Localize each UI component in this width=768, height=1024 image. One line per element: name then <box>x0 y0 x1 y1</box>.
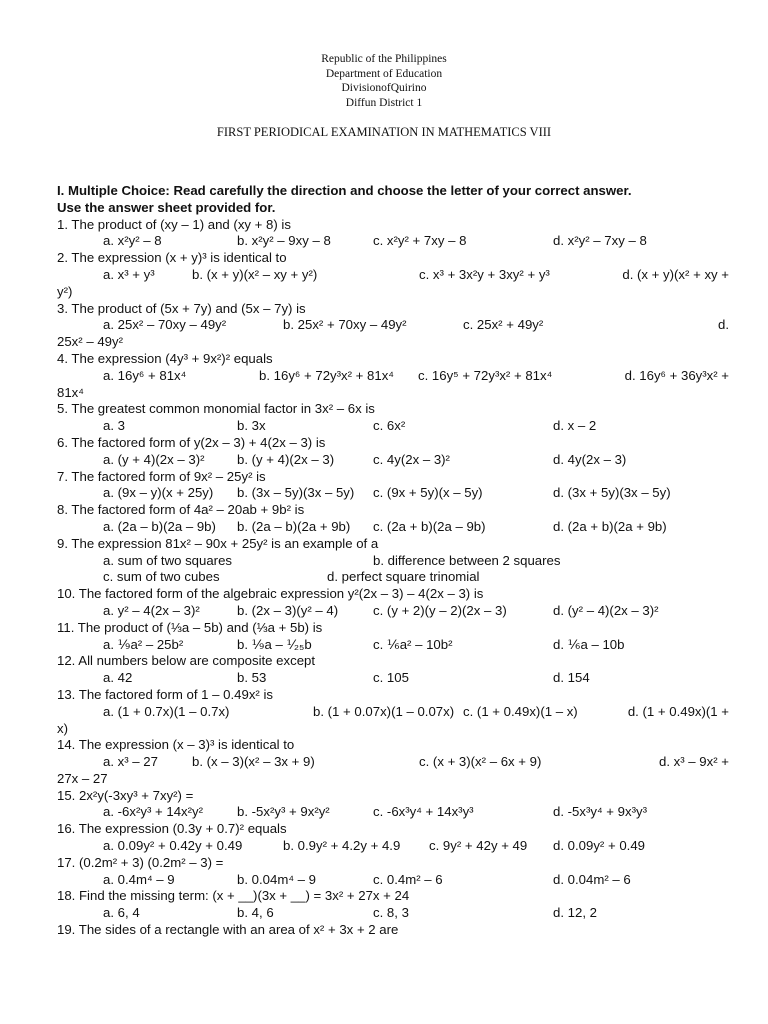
choice-b: b. 3x <box>237 418 266 434</box>
choice-d: d. x – 2 <box>553 418 597 434</box>
choice-a: a. 25x² – 70xy – 49y² <box>103 317 227 333</box>
choice-d: d. (x + y)(x² + xy + <box>622 266 729 282</box>
choice-b: b. 0.9y² + 4.2y + 4.9 <box>283 838 401 854</box>
choice-d: d. -5x³y⁴ + 9x³y³ <box>553 804 647 820</box>
question-row <box>57 855 729 872</box>
choice-a: a. 6, 4 <box>103 905 140 921</box>
question-row <box>57 922 729 939</box>
question-row <box>57 737 729 754</box>
choice-row <box>57 452 729 469</box>
choice-b: b. 16y⁶ + 72y³x² + 81x⁴ <box>259 367 394 383</box>
question-row <box>57 536 729 553</box>
choice-wrap <box>57 721 729 738</box>
choice-b: b. 53 <box>237 670 267 686</box>
instructions-text: I. Multiple Choice: Read carefully the direction and choose the letter of your correct answer. <box>57 183 632 198</box>
instructions-line <box>57 200 729 217</box>
choice-wrap <box>57 385 729 402</box>
choice-b: b. (1 + 0.07x)(1 – 0.07x) <box>313 703 455 719</box>
choice-a: a. 0.09y² + 0.42y + 0.49 <box>103 838 243 854</box>
header-line: DivisionofQuirino <box>341 82 427 95</box>
question-text: 1. The product of (xy – 1) and (xy + 8) is <box>57 216 291 232</box>
exam-content <box>57 183 729 939</box>
choice-c: c. x²y² + 7xy – 8 <box>373 233 467 249</box>
choice-a: a. x²y² – 8 <box>103 233 162 249</box>
question-text: 12. All numbers below are composite except <box>57 653 316 669</box>
question-text: 16. The expression (0.3y + 0.7)² equals <box>57 821 287 837</box>
choice-d: d. 154 <box>553 670 590 686</box>
choice-d: d. 4y(2x – 3) <box>553 451 627 467</box>
choice-a: a. -6x²y³ + 14x²y² <box>103 804 204 820</box>
choice-d-wrap: 27x – 27 <box>57 770 108 786</box>
choice-c: c. -6x³y⁴ + 14x³y³ <box>373 804 474 820</box>
choice-row <box>57 670 729 687</box>
choice-row <box>57 569 729 586</box>
question-row <box>57 401 729 418</box>
question-text: 3. The product of (5x + 7y) and (5x – 7y) is <box>57 300 306 316</box>
choice-a: a. 42 <box>103 670 133 686</box>
question-text: 7. The factored form of 9x² – 25y² is <box>57 468 266 484</box>
choice-d: d. (2a + b)(2a + 9b) <box>553 518 667 534</box>
header-line: Republic of the Philippines <box>321 53 447 65</box>
choice-c: c. (y + 2)(y – 2)(2x – 3) <box>373 602 507 618</box>
choice-c: c. (x + 3)(x² – 6x + 9) <box>419 754 542 770</box>
choice-row <box>57 418 729 435</box>
choice-row <box>57 603 729 620</box>
question-text: 5. The greatest common monomial factor in 3x² – 6x is <box>57 401 375 417</box>
question-text: 19. The sides of a rectangle with an area of x² + 3x + 2 are <box>57 922 399 938</box>
choice-a: a. 16y⁶ + 81x⁴ <box>103 367 187 383</box>
choice-row <box>57 233 729 250</box>
choice-row <box>57 317 729 334</box>
choice-d-wrap: 81x⁴ <box>57 384 84 400</box>
question-text: 17. (0.2m² + 3) (0.2m² – 3) = <box>57 854 224 870</box>
choice-a: a. 0.4m⁴ – 9 <box>103 871 175 887</box>
question-row <box>57 502 729 519</box>
choice-a: a. 3 <box>103 418 125 434</box>
question-text: 6. The factored form of y(2x – 3) + 4(2x – 3) is <box>57 434 326 450</box>
choice-row <box>57 704 729 721</box>
choice-d: d. (3x + 5y)(3x – 5y) <box>553 485 671 501</box>
choice-a: a. (1 + 0.7x)(1 – 0.7x) <box>103 703 230 719</box>
question-text: 8. The factored form of 4a² – 20ab + 9b² is <box>57 502 305 518</box>
question-row <box>57 250 729 267</box>
choice-c: c. (9x + 5y)(x – 5y) <box>373 485 483 501</box>
question-text: 18. Find the missing term: (x + __)(3x + __) = 3x² + 27x + 24 <box>57 888 410 904</box>
question-row <box>57 301 729 318</box>
choice-d-wrap: x) <box>57 720 68 736</box>
question-row <box>57 351 729 368</box>
choice-c: c. ⅙a² – 10b² <box>373 636 453 652</box>
question-row <box>57 620 729 637</box>
question-text: 9. The expression 81x² – 90x + 25y² is an example of a <box>57 535 379 551</box>
question-row <box>57 888 729 905</box>
choice-d: d. ⅙a – 10b <box>553 636 625 652</box>
choice-b: b. (x + y)(x² – xy + y²) <box>192 266 318 282</box>
choice-row <box>57 905 729 922</box>
question-text: 13. The factored form of 1 – 0.49x² is <box>57 686 273 702</box>
choice-wrap <box>57 284 729 301</box>
question-row <box>57 821 729 838</box>
choice-d: d. 0.04m² – 6 <box>553 871 631 887</box>
question-text: 15. 2x²y(-3xy³ + 7xy²) = <box>57 787 194 803</box>
choice-b: b. (2x – 3)(y² – 4) <box>237 602 339 618</box>
choice-d: d. (y² – 4)(2x – 3)² <box>553 602 659 618</box>
choice-c: c. 105 <box>373 670 409 686</box>
choice-a: a. x³ + y³ <box>103 266 155 282</box>
choice-a: a. (2a – b)(2a – 9b) <box>103 518 216 534</box>
choice-d: d. x³ – 9x² + <box>659 754 729 770</box>
question-row <box>57 586 729 603</box>
choice-d: d. 0.09y² + 0.49 <box>553 838 646 854</box>
choice-b: b. x²y² – 9xy – 8 <box>237 233 331 249</box>
choice-c: c. 8, 3 <box>373 905 409 921</box>
choice-b: b. 0.04m⁴ – 9 <box>237 871 316 887</box>
choice-c: c. 25x² + 49y² <box>463 317 544 333</box>
choice-row <box>57 485 729 502</box>
choice-row <box>57 804 729 821</box>
choice-a: a. x³ – 27 <box>103 754 158 770</box>
choice-a: a. (9x – y)(x + 25y) <box>103 485 214 501</box>
choice-c: c. (2a + b)(2a – 9b) <box>373 518 486 534</box>
choice-a: a. y² – 4(2x – 3)² <box>103 602 200 618</box>
choice-c: c. 16y⁵ + 72y³x² + 81x⁴ <box>418 367 553 383</box>
choice-row <box>57 872 729 889</box>
header-line: Department of Education <box>325 67 443 80</box>
choice-d: d. x²y² – 7xy – 8 <box>553 233 647 249</box>
choice-row <box>57 754 729 771</box>
question-row <box>57 687 729 704</box>
choice-b: b. 4, 6 <box>237 905 274 921</box>
choice-d: d. 16y⁶ + 36y³x² + <box>624 367 729 383</box>
choice-b: b. -5x²y³ + 9x²y² <box>237 804 330 820</box>
choice-c: c. 4y(2x – 3)² <box>373 451 450 467</box>
choice-c: c. (1 + 0.49x)(1 – x) <box>463 703 578 719</box>
choice-wrap <box>57 334 729 351</box>
choice-wrap <box>57 771 729 788</box>
question-text: 11. The product of (⅓a – 5b) and (⅓a + 5b) is <box>57 619 323 635</box>
choice-row <box>57 368 729 385</box>
choice-a: a. (y + 4)(2x – 3)² <box>103 451 205 467</box>
choice-a: a. sum of two squares <box>103 552 233 568</box>
choice-b: b. (3x – 5y)(3x – 5y) <box>237 485 355 501</box>
question-text: 10. The factored form of the algebraic expression y²(2x – 3) – 4(2x – 3) is <box>57 586 484 602</box>
question-text: 4. The expression (4y³ + 9x²)² equals <box>57 350 273 366</box>
question-row <box>57 788 729 805</box>
choice-c: c. x³ + 3x²y + 3xy² + y³ <box>419 266 550 282</box>
choice-row <box>57 519 729 536</box>
choice-b: b. (2a – b)(2a + 9b) <box>237 518 351 534</box>
instructions-line <box>57 183 729 200</box>
choice-d-wrap: y²) <box>57 283 73 299</box>
choice-row <box>57 838 729 855</box>
question-row <box>57 217 729 234</box>
choice-c: c. 9y² + 42y + 49 <box>429 838 528 854</box>
choice-b: b. (y + 4)(2x – 3) <box>237 451 335 467</box>
choice-a: a. ⅑a² – 25b² <box>103 636 184 652</box>
choice-row <box>57 637 729 654</box>
choice-d: d. (1 + 0.49x)(1 + <box>627 703 729 719</box>
choice-d: d. 12, 2 <box>553 905 597 921</box>
choice-c: c. 0.4m² – 6 <box>373 871 443 887</box>
choice-b: b. 25x² + 70xy – 49y² <box>283 317 407 333</box>
choice-row <box>57 267 729 284</box>
choice-c: c. sum of two cubes <box>103 569 220 585</box>
choice-d: d. perfect square trinomial <box>327 569 480 585</box>
question-text: 2. The expression (x + y)³ is identical to <box>57 250 287 266</box>
choice-row <box>57 553 729 570</box>
header-line: Diffun District 1 <box>345 96 423 109</box>
question-row <box>57 653 729 670</box>
instructions-text: Use the answer sheet provided for. <box>57 199 276 215</box>
school-header <box>0 52 768 110</box>
question-row <box>57 435 729 452</box>
question-row <box>57 469 729 486</box>
question-text: 14. The expression (x – 3)³ is identical to <box>57 737 295 753</box>
choice-b: b. ⅑a – ⅟₂₅b <box>237 636 312 652</box>
choice-b: b. (x – 3)(x² – 3x + 9) <box>192 754 315 770</box>
choice-c: c. 6x² <box>373 418 406 434</box>
choice-b: b. difference between 2 squares <box>373 552 561 568</box>
exam-title: FIRST PERIODICAL EXAMINATION IN MATHEMATICS VIII <box>216 125 552 139</box>
choice-d-wrap: 25x² – 49y² <box>57 334 123 350</box>
choice-d: d. <box>718 317 729 333</box>
